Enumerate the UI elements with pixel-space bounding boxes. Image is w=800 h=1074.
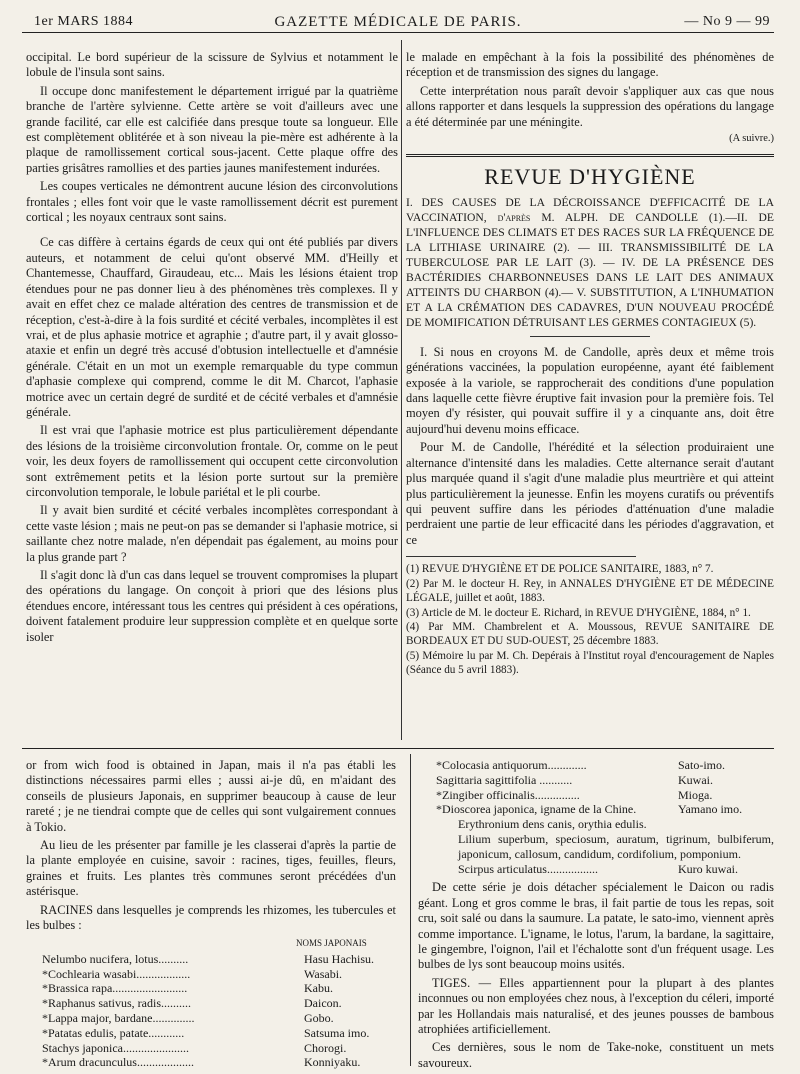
paragraph: le malade en empêchant à la fois la possibilité des phénomènes de réception et de transmission des signes du langage. (406, 50, 774, 80)
japanese-name: Chorogi. (304, 1040, 347, 1055)
page-header (22, 10, 774, 33)
japanese-name: Kuwai. (678, 772, 713, 787)
footnotes (406, 563, 774, 677)
paragraph: Ce cas diffère à certains égards de ceux qui ont été publiés par divers auteurs, et notamment de celui qu'ont observé MM. d'Heilly et Chantemesse, Chauffard, Giraudeau, etc... Mais les lésions étaient trop étendues pour ne pas donner lieu à des phénomènes très complexes. Il y avait en effet chez ce malade altération des centres de transmission et de réception, c'est-à-dire à la fois surdité et cécité verbales, incomplètes il est vrai, et de plus aphasie motrice et agraphie ; d'autre part, il y avait glosso-ataxie et enfin un degré très accusé d'obtusion intellectuelle et d'amnésie générale. C'était en un mot un exemple remarquable du type commun d'aphasie complexe qui comprend, comme le dit M. Charcot, l'aphasie motrice avec un certain degré de surdité et de cécité verbales et d'amnésie générale. (26, 235, 398, 419)
table-header-label: NOMS JAPONAIS (296, 938, 367, 949)
latin-name: *Brassica rapa......................... (42, 981, 188, 996)
paragraph: or from wich food is obtained in Japan, mais il n'a pas établi les distinctions nécessaires parmi elles ; aussi ai-je dû, en m'aidant des conseils de plusieurs Japonais, en supprimer beaucoup à cause de leur rareté ; je ne tiendrai compte que de celles qui sont vulgairement connues à Tokio. (26, 758, 396, 834)
header-date: 1er MARS 1884 (34, 14, 134, 29)
list-item (26, 981, 396, 996)
footnote: (3) Article de M. le docteur E. Richard, in REVUE D'HYGIÈNE, 1884, n° 1. (406, 606, 751, 619)
list-item (26, 1055, 396, 1070)
paragraph: RACINES dans lesquelles je comprends les rhizomes, les tubercules et les bulbes : (26, 902, 396, 933)
paragraph: Les coupes verticales ne démontrent aucune lésion des circonvolutions frontales ; elles font voir que le vaste ramollissement décrit est purement cortical ; les noyaux centraux sont sains. (26, 179, 398, 225)
latin-name: Scirpus articulatus................. (458, 861, 598, 876)
japanese-name: Mioga. (678, 787, 713, 802)
latin-name: *Raphanus sativus, radis.......... (42, 996, 191, 1011)
list-item (26, 952, 396, 967)
right-column (406, 50, 774, 679)
paragraph: Il s'agit donc là d'un cas dans lequel se trouvent compromises la plupart des opérations du langage. On conçoit à priori que des lésions plus étendues encore, intéressant tous les centres qui président à ces opérations, doivent fatalement produire leur suppression complète et en quelque sorte isoler (26, 568, 398, 644)
column-divider-bottom (410, 754, 411, 1066)
paragraph: Il est vrai que l'aphasie motrice est plus particulièrement dépendante des lésions de la troisième circonvolution frontale. Or, comme on le peut voir, les deux foyers de ramollissement qui occupent cette circonvolution sont extrêmement petits et la lésion porte surtout sur la première circonvolution temporale, le lobule pariétal et le pli courbe. (26, 423, 398, 499)
japanese-name: Kabu. (304, 981, 333, 996)
list-item (418, 788, 774, 803)
list-item (418, 773, 774, 788)
plant-list-continued (418, 758, 774, 876)
list-item (418, 802, 774, 817)
left-column (26, 50, 398, 648)
table-header (26, 936, 396, 951)
paragraph: Pour M. de Candolle, l'hérédité et la sélection produiraient une alternance d'intensité dans les maladies. Cette alternance serait d'autant plus marquée quand il s'agit d'une maladie plus meurtrière et qui atteint plus particulièrement la jeunesse. Enfin les moyens curatifs ou préventifs qui peuvent suffire dans les périodes d'atténuation d'une maladie perdraient une partie de leur efficacité dans les périodes d'aggravation, et ce (406, 440, 774, 547)
latin-name: *Patatas edulis, patate............ (42, 1025, 185, 1040)
header-page-number: — No 9 — 99 (684, 14, 770, 29)
paragraph: Il y avait bien surdité et cécité verbales incomplètes correspondant à cette vaste lésion ; mais ne peut-on pas se demander si l'aphasie motrice, si saillante chez notre malade, n'en dépendait pas également, au moins pour la plus grande part ? (26, 503, 398, 564)
japanese-name: Konniyaku. (304, 1055, 361, 1070)
latin-name: Sagittaria sagittifolia ........... (436, 772, 573, 787)
bottom-right-column (418, 758, 774, 1074)
latin-name: *Colocasia antiquorum............. (436, 758, 587, 772)
list-item (418, 817, 774, 832)
latin-name: Erythronium dens canis, orythia edulis. (458, 817, 647, 832)
section-title: REVUE D'HYGIÈNE (484, 164, 696, 190)
footnote: (4) Par MM. Chambrelent et A. Moussous, REVUE SANITAIRE DE BORDEAUX ET DU SUD-OUEST, 25 décembre 1883. (406, 621, 774, 648)
list-item (418, 758, 774, 773)
latin-name: *Dioscorea japonica, igname de la Chine. (436, 802, 637, 817)
footnote: (5) Mémoire lu par M. Ch. Depérais à l'Institut royal d'encouragement de Naples (Séance du 5 avril 1883). (406, 649, 774, 676)
japanese-name: Wasabi. (304, 966, 343, 981)
bottom-left-column (26, 758, 396, 1070)
latin-name: Nelumbo nucifera, lotus.......... (42, 951, 189, 966)
latin-name: Stachys japonica...................... (42, 1040, 189, 1055)
japanese-name: Satsuma imo. (304, 1025, 370, 1040)
summary-rule (530, 336, 650, 337)
footnote: (1) REVUE D'HYGIÈNE ET DE POLICE SANITAIRE, 1883, n° 7. (406, 563, 714, 576)
paragraph: Au lieu de les présenter par famille je les classerai d'après la partie de la plante employée en cuisine, savoir : racines, tiges, feuilles, fleurs, graines et fruits. Les plantes très communes seront précédées d'un astérisque. (26, 838, 396, 899)
to-be-continued: (A suivre.) (729, 133, 774, 145)
latin-name: Lilium superbum, speciosum, auratum, tigrinum, bulbiferum, japonicum, callosum, candidum, cordifolium, pomponium. (458, 831, 774, 861)
footnote: (2) Par M. le docteur H. Rey, in ANNALES D'HYGIÈNE ET DE MÉDECINE LÉGALE, juillet et août, 1883. (406, 577, 774, 604)
paragraph: Ces dernières, sous le nom de Take-noke, constituent un mets savoureux. (418, 1040, 774, 1070)
list-item (26, 1041, 396, 1056)
japanese-name: Kuro kuwai. (678, 861, 738, 876)
paragraph: TIGES. — Elles appartiennent pour la plupart à des plantes inconnues ou non employées chez nous, à l'exception du céleri, importé par les Hollandais mais naturalisé, et des jeunes pousses de bambous atrophiées artificiellement. (418, 975, 774, 1037)
japanese-name: Yamano imo. (678, 802, 743, 817)
footnotes-rule (406, 556, 636, 557)
japanese-name: Gobo. (304, 1011, 334, 1026)
latin-name: *Cochlearia wasabi.................. (42, 966, 191, 981)
latin-name: *Lappa major, bardane.............. (42, 1011, 195, 1026)
japanese-name: Daicon. (304, 996, 342, 1011)
paragraph: I. Si nous en croyons M. de Candolle, après deux et même trois générations vaccinées, la population européenne, ayant été faiblement exposée à la variole, se rapprocherait des conditions d'une population dans laquelle cette fièvre éruptive fait invasion pour la première fois. Tel moyen d'y résister, qui pouvait suffire il y a cinquante ans, doit être aujourd'hui devenu moins efficace. (406, 344, 774, 436)
section-rule (406, 154, 774, 157)
list-item (418, 832, 774, 862)
list-item (26, 996, 396, 1011)
latin-name: *Zingiber officinalis............... (436, 787, 580, 802)
list-item (26, 1026, 396, 1041)
list-item (26, 1011, 396, 1026)
header-title: GAZETTE MÉDICALE DE PARIS. (274, 14, 522, 30)
article-separator (22, 748, 774, 749)
paragraph: occipital. Le bord supérieur de la scissure de Sylvius et notamment le lobule de l'insula sont sains. (26, 50, 398, 80)
paragraph: Cette interprétation nous paraît devoir s'appliquer aux cas que nous allons rapporter et dans lesquels la suppression des opérations du langage a été déterminée par une méningite. (406, 83, 774, 129)
latin-name: *Arum dracunculus................... (42, 1055, 194, 1070)
list-item (418, 862, 774, 877)
list-item (26, 967, 396, 982)
plant-list (26, 952, 396, 1070)
paragraph: De cette série je dois détacher spécialement le Daicon ou radis géant. Long et gros comme le bras, il fait partie de tous les repas, soit cru, soit salé ou dans la saumure. La patate, le sato-imo, viennent après comme importance. L'igname, le lotus, l'arum, la bardane, la sagittaire, le gingembre, l'oignon, l'ail et l'échalotte sont d'un fréquent usage. Les bulbes de lys sont beaucoup moins usités. (418, 880, 774, 972)
japanese-name: Hasu Hachisu. (304, 951, 374, 966)
column-divider (401, 40, 402, 740)
japanese-name: Sato-imo. (678, 758, 725, 772)
paragraph: Il occupe donc manifestement le département irrigué par la quatrième branche de l'artère sylvienne. Cette artère se voit d'ailleurs avec une grande facilité, car elle est calcifiée dans presque toute sa longueur. Elle est complètement oblitérée et à son niveau la pie-mère est adhérente à la plaque de ramollissement cortical sous-jacent. Cette plaque offre des parties grisâtres ramollies et des parties jaunes manifestement indurées. (26, 83, 398, 175)
section-summary: I. DES CAUSES DE LA DÉCROISSANCE D'EFFICACITÉ DE LA VACCINATION, d'après M. ALPH. DE CANDOLLE (1).—II. DE L'INFLUENCE DES CLIMATS ET DES RACES SUR LA FRÉQUENCE DE LA LITHIASE URINAIRE (2). — III. TRANSMISSIBILITÉ DE LA TUBERCULOSE PAR LE LAIT (3). — IV. DE LA PRÉSENCE DES BACTÉRIDIES CHARBONNEUSES DANS LE LAIT DES ANIMAUX ATTEINTS DU CHARBON (4).— V. SUBSTITUTION, A L'INHUMATION ET A LA CRÉMATION DES CADAVRES, D'UN NOUVEAU PROCÉDÉ DE MOMIFICATION DÉTRUISANT LES GERMES CONTAGIEUX (5). (406, 195, 774, 329)
